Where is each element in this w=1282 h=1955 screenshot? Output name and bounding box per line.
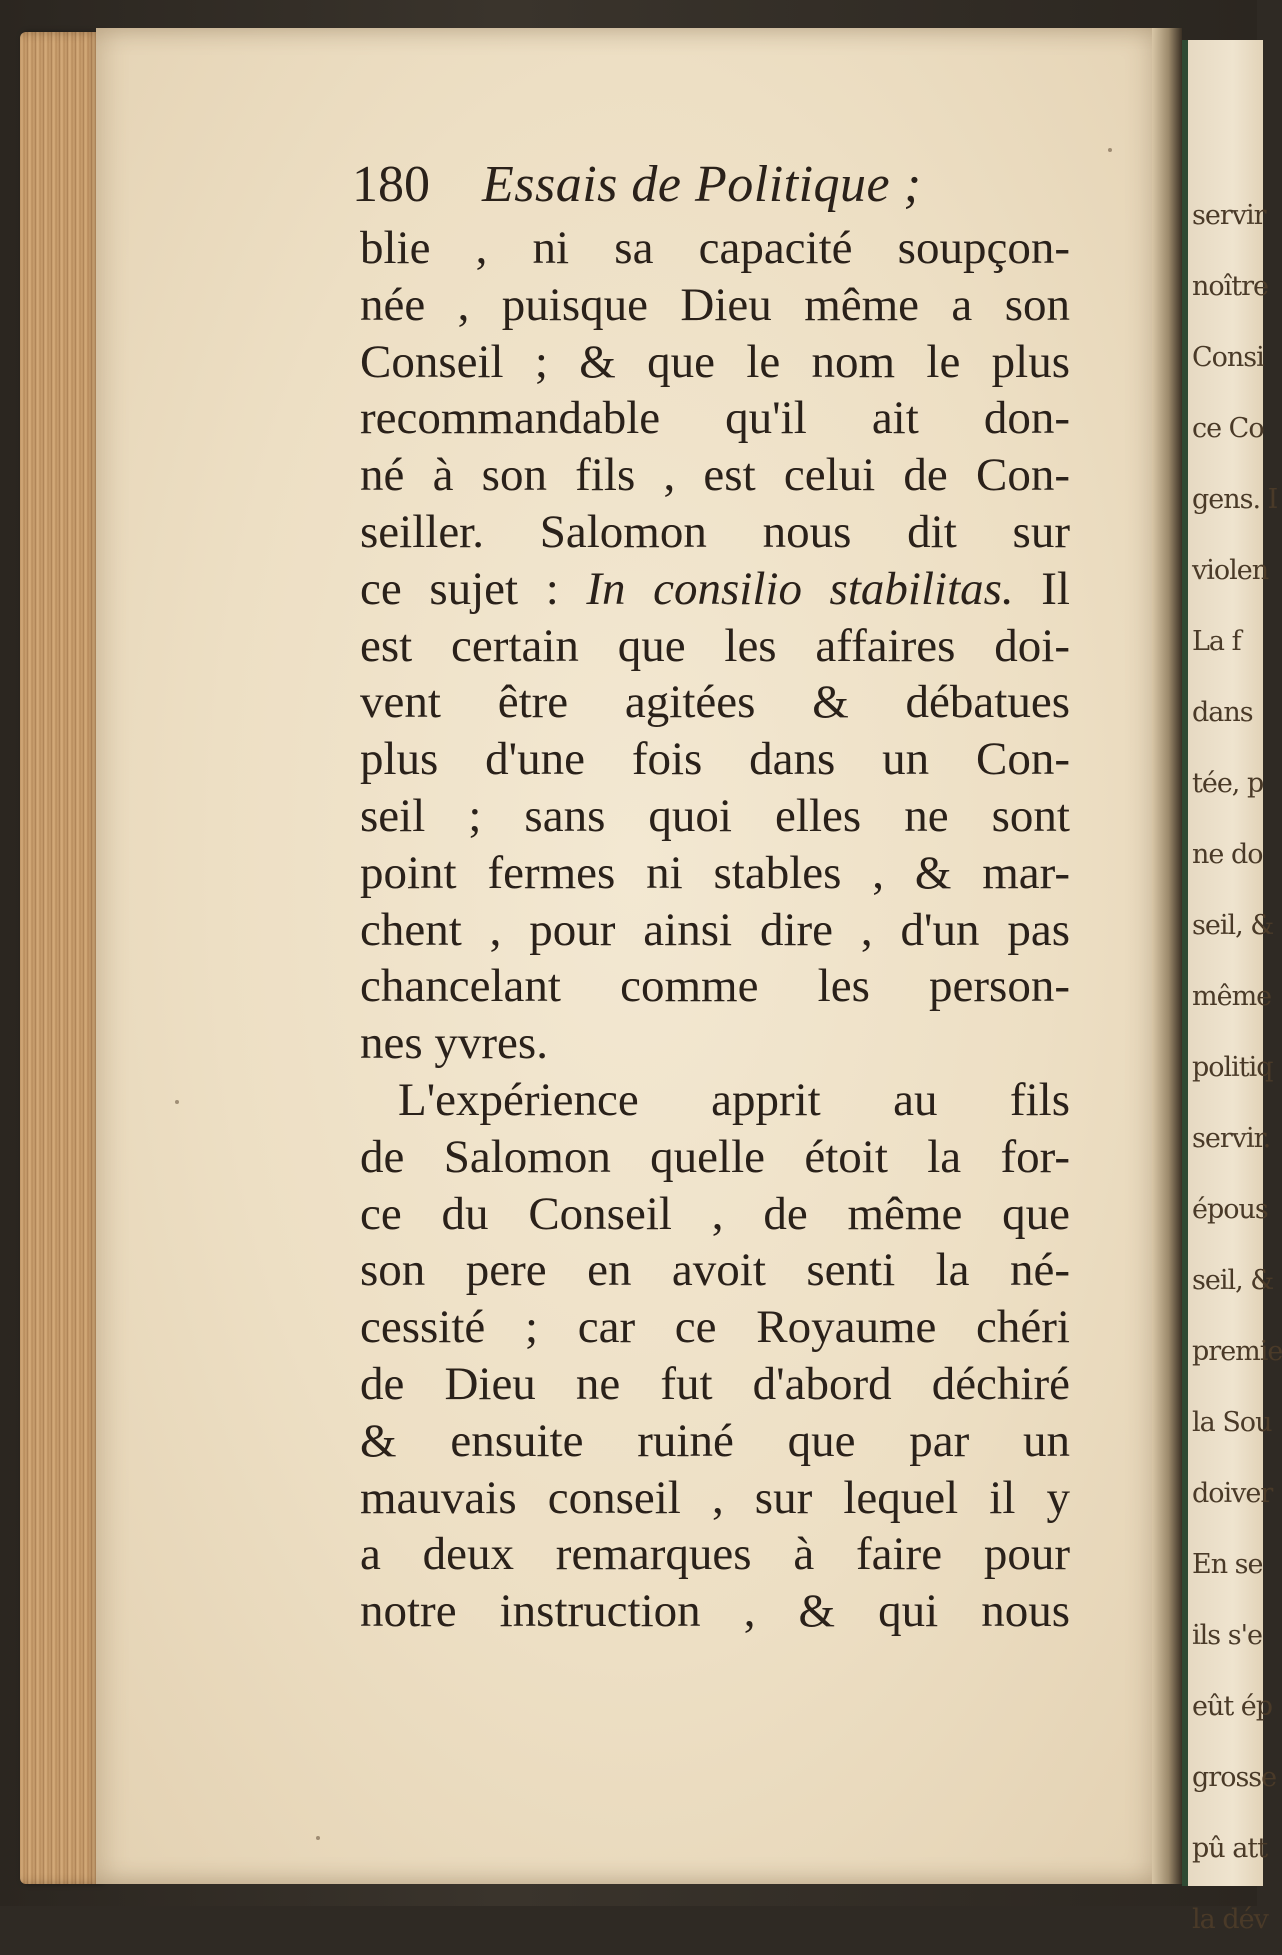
book-gutter: [1152, 28, 1182, 1884]
facing-line: la Sou: [1192, 1407, 1272, 1438]
facing-line: seil, &: [1192, 910, 1274, 941]
text-line: cessité ; car ce Royaume chéri: [360, 1301, 1070, 1354]
facing-line: grosse: [1192, 1762, 1277, 1793]
facing-line: dans: [1192, 697, 1253, 728]
facing-line: doiver: [1192, 1478, 1273, 1509]
page-edges: [20, 32, 102, 1884]
text-line: ce du Conseil , de même que: [360, 1187, 1070, 1240]
text-line: seiller. Salomon nous dit sur: [360, 505, 1070, 558]
text-line: est certain que les affaires doi-: [360, 619, 1070, 672]
facing-page-text: [1188, 40, 1282, 1955]
paragraph-end-line: nes yvres.: [360, 1017, 548, 1070]
text-line: son pere en avoit senti la né-: [360, 1244, 1070, 1297]
facing-line: épous: [1192, 1194, 1268, 1225]
paper-speck: [175, 1100, 179, 1104]
facing-line: violen: [1192, 555, 1269, 586]
facing-line: servir.: [1192, 1123, 1271, 1154]
text-line-tail: Il: [1013, 562, 1070, 615]
facing-line: ne do: [1192, 839, 1263, 870]
text-line: Conseil ; & que le nom le plus: [360, 335, 1070, 388]
facing-line: pû att: [1192, 1833, 1268, 1864]
running-head: Essais de Politique ;: [482, 156, 922, 213]
text-line: seil ; sans quoi elles ne sont: [360, 789, 1070, 842]
facing-line: servir: [1192, 200, 1266, 231]
facing-line: politiq: [1192, 1052, 1273, 1083]
page-text: [352, 150, 1070, 1640]
facing-line: En se: [1192, 1549, 1263, 1580]
text-line-lead: ce sujet :: [360, 562, 587, 615]
facing-line: eût ép: [1192, 1691, 1273, 1722]
facing-line: La f: [1192, 626, 1241, 657]
text-line: point fermes ni stables , & mar-: [360, 846, 1070, 899]
text-line: & ensuite ruiné que par un: [360, 1414, 1070, 1467]
paragraph-start-line: L'expérience apprit au fils: [398, 1073, 1070, 1126]
facing-line: Consi: [1192, 342, 1264, 373]
facing-line: la dév: [1192, 1904, 1268, 1935]
text-line: recommandable qu'il ait don-: [360, 392, 1070, 445]
text-line: vent être agitées & débatues: [360, 676, 1070, 729]
text-line: plus d'une fois dans un Con-: [360, 733, 1070, 786]
page-header: [352, 150, 1070, 220]
text-line: blie , ni sa capacité soupçon-: [360, 222, 1070, 274]
page-number: 180: [352, 156, 430, 213]
text-line: notre instruction , & qui nous: [360, 1585, 1070, 1638]
facing-line: seil, &: [1192, 1265, 1274, 1296]
facing-page: [1182, 40, 1282, 1935]
facing-line: premie: [1192, 1336, 1282, 1367]
text-line: de Salomon quelle étoit la for-: [360, 1130, 1070, 1183]
text-line: a deux remarques à faire pour: [360, 1528, 1070, 1581]
facing-line: gens. I: [1192, 484, 1278, 515]
text-line: née , puisque Dieu même a son: [360, 278, 1070, 331]
latin-quote: In consilio stabilitas.: [586, 562, 1014, 615]
paper-speck: [316, 1836, 320, 1840]
facing-line: ce Co: [1192, 413, 1264, 444]
facing-line: noître: [1192, 271, 1269, 302]
facing-line: même: [1192, 981, 1272, 1012]
text-line: né à son fils , est celui de Con-: [360, 449, 1070, 502]
facing-line: ils s'e: [1192, 1620, 1262, 1651]
facing-line: tée, p: [1192, 768, 1264, 799]
text-line: [360, 561, 1070, 618]
paper-speck: [1108, 148, 1112, 152]
text-line: chent , pour ainsi dire , d'un pas: [360, 903, 1070, 956]
text-line: chancelant comme les person-: [360, 960, 1070, 1013]
text-line: mauvais conseil , sur lequel il y: [360, 1471, 1070, 1524]
text-line: de Dieu ne fut d'abord déchiré: [360, 1357, 1070, 1410]
